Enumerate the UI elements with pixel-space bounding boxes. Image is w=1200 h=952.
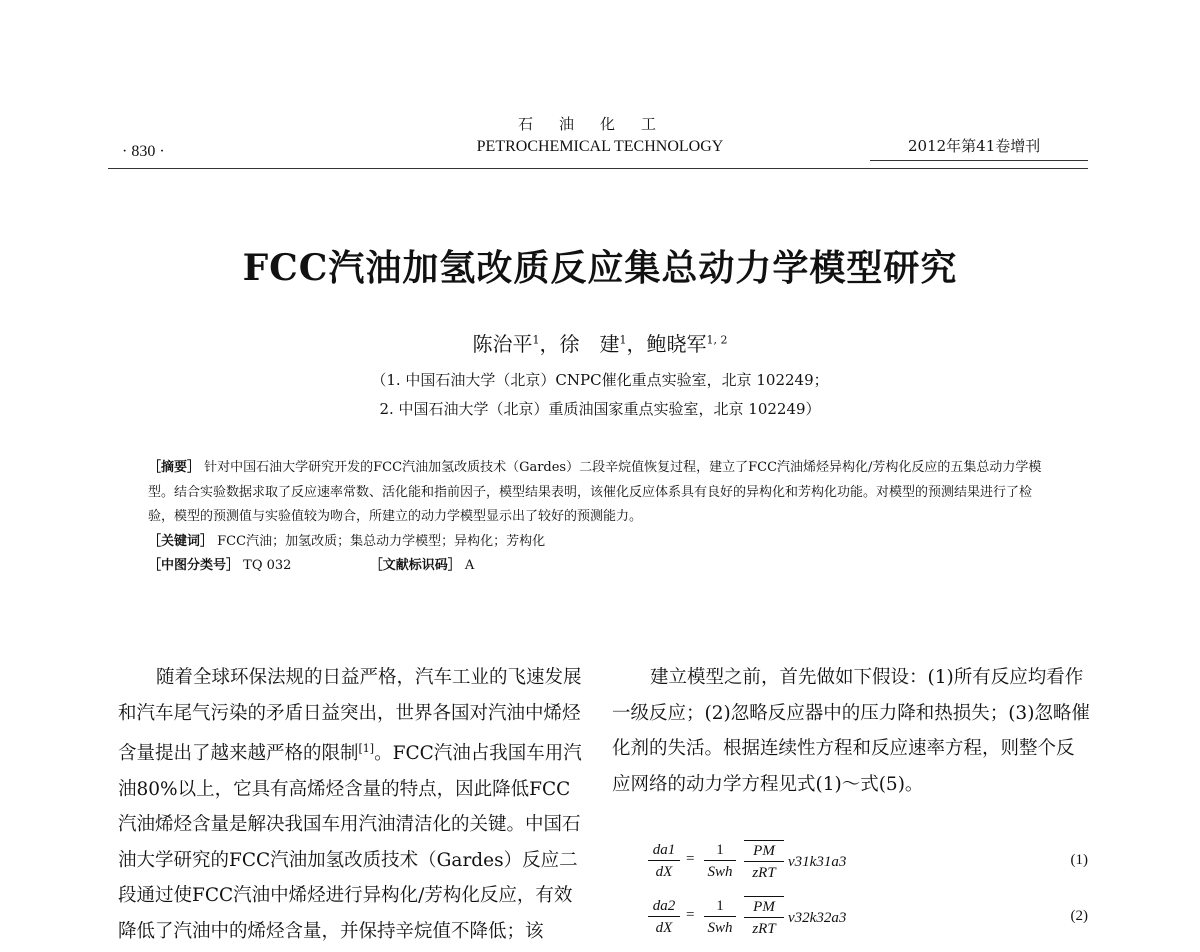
eq1-number: (1) (1070, 852, 1088, 868)
eq1-rate-term: v31k31a3 (788, 854, 847, 870)
doc-code-value: A (464, 558, 475, 573)
eq2-frac2: PM zRT (744, 896, 784, 940)
page-number: · 830 · (122, 143, 165, 160)
eq2-number: (2) (1070, 908, 1088, 924)
equation-2 (648, 896, 1088, 946)
eq1-coef: 1 Swh (704, 840, 736, 883)
model-assumptions-paragraph: 建立模型之前，首先做如下假设：(1)所有反应均看作一级反应；(2)忽略反应器中的压力降和热损失；(3)忽略催化剂的失活。根据连续性方程和反应速率方程，则整个反应网络的动力学方程见式(1)～式(5)。 (612, 667, 1090, 795)
keywords-label: ［关键词］ (148, 533, 214, 549)
author-1-affiliation: 1 (532, 333, 540, 347)
clc-label: ［中图分类号］ (148, 558, 240, 573)
body-right-column (612, 660, 1092, 802)
author-3: 鲍晓军 (646, 332, 707, 356)
author-3-affiliation: 1, 2 (706, 333, 728, 347)
body-left-column (118, 660, 588, 949)
eq2-coef: 1 Swh (704, 896, 736, 939)
author-list (0, 328, 1200, 357)
equals-sign: = (686, 851, 695, 867)
affiliation-2: 2. 中国石油大学（北京）重质油国家重点实验室，北京 102249） (379, 400, 821, 418)
keywords (148, 530, 1053, 555)
equals-sign: = (686, 907, 695, 923)
author-2: 徐 建 (559, 332, 620, 356)
doc-code-label: ［文献标识码］ (369, 558, 461, 573)
eq2-lhs: $\frac{da2}{dX}$ (648, 896, 680, 939)
abstract-label: ［摘要］ (148, 460, 201, 475)
equation-1 (648, 840, 1088, 890)
author-separator: ， (539, 332, 560, 356)
abstract-block (148, 456, 1053, 579)
abstract (148, 456, 1053, 530)
author-2-affiliation: 1 (619, 333, 627, 347)
eq1-lhs: $\frac{da1}{dX}$ (648, 840, 680, 883)
intro-paragraph-cont: 。FCC汽油占我国车用汽油80%以上，它具有高烯烃含量的特点，因此降低FCC汽油烯烃含量是解决我国车用汽油清洁化的关键。中国石油大学研究的FCC汽油加氢改质技术（Gardes）反应二段通过使FCC汽油中烯烃进行异构化/芳构化反应，有效降低了汽油中的烯烃含量，并保持辛烷值不降低；该 (118, 743, 582, 942)
header-rule (108, 168, 1088, 169)
citation-ref: [1] (358, 742, 375, 755)
journal-name-en: PETROCHEMICAL TECHNOLOGY (476, 138, 724, 155)
eq1-frac2: PM zRT (744, 840, 784, 884)
issue-info: 2012年第41卷增刊 (908, 137, 1041, 155)
journal-name-cn: 石油化工 (517, 115, 682, 133)
author-1: 陈治平 (472, 332, 533, 356)
intro-paragraph: 随着全球环保法规的日益严格，汽车工业的飞速发展和汽车尾气污染的矛盾日益突出，世界各国对汽油中烯烃含量提出了越来越严格的限制 (118, 667, 582, 765)
classification-line (148, 554, 1053, 579)
clc-value: TQ 032 (243, 558, 292, 573)
eq2-rate-term: v32k32a3 (788, 910, 847, 926)
keywords-text: FCC汽油；加氢改质；集总动力学模型；异构化；芳构化 (217, 533, 546, 549)
paper-title: FCC汽油加氢改质反应集总动力学模型研究 (242, 247, 958, 289)
abstract-text: 针对中国石油大学研究开发的FCC汽油加氢改质技术（Gardes）二段辛烷值恢复过程，建立了FCC汽油烯烃异构化/芳构化反应的五集总动力学模型。结合实验数据求取了反应速率常数、活化能和指前因子，模型结果表明，该催化反应体系具有良好的异构化和芳构化功能。对模型的预测结果进行了检验，模型的预测值与实验值较为吻合，所建立的动力学模型显示出了较好的预测能力。 (148, 460, 1042, 524)
affiliation-1: （1. 中国石油大学（北京）CNPC催化重点实验室，北京 102249； (371, 371, 829, 389)
header-rule-right (870, 160, 1088, 161)
author-separator: ， (626, 332, 647, 356)
